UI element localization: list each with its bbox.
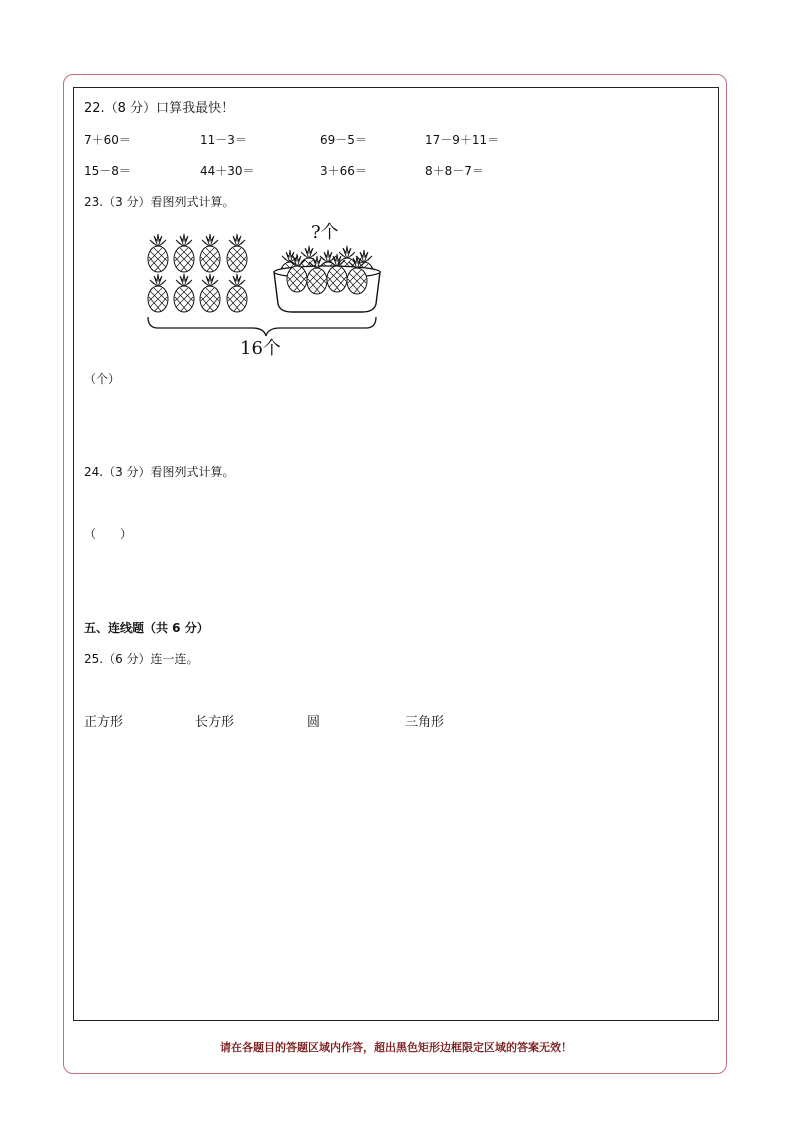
section-title: 五、连线题（共 6 分） bbox=[84, 621, 209, 635]
q22-item: 69－5＝ bbox=[320, 133, 367, 147]
q22-item: 8＋8－7＝ bbox=[425, 164, 484, 178]
q24-header: 24.（3 分）看图列式计算。 bbox=[84, 465, 235, 479]
q22-item: 44＋30＝ bbox=[200, 164, 255, 178]
q23-header: 23.（3 分）看图列式计算。 bbox=[84, 195, 235, 209]
q23-question-label: ?个 bbox=[311, 222, 339, 243]
q22-item: 15－8＝ bbox=[84, 164, 131, 178]
shape-label-rectangle: 长方形 bbox=[195, 715, 235, 730]
q22-item: 7＋60＝ bbox=[84, 133, 131, 147]
q22-header: 22.（8 分）口算我最快！ bbox=[84, 101, 235, 116]
q22-item: 11－3＝ bbox=[200, 133, 247, 147]
q23-total-label: 16个 bbox=[240, 338, 281, 359]
shape-label-circle: 圆 bbox=[307, 715, 321, 730]
footer-notice: 请在各题目的答题区域内作答，超出黑色矩形边框限定区域的答案无效！ bbox=[220, 1041, 572, 1054]
q22-item: 3＋66＝ bbox=[320, 164, 367, 178]
shape-label-triangle: 三角形 bbox=[405, 715, 445, 730]
q25-header: 25.（6 分）连一连。 bbox=[84, 652, 199, 666]
shape-label-square: 正方形 bbox=[84, 715, 124, 730]
q22-item: 17－9＋11＝ bbox=[425, 133, 500, 147]
q23-answer-unit: （个） bbox=[84, 372, 121, 386]
q24-answer-blank[interactable]: （ ） bbox=[84, 527, 133, 541]
